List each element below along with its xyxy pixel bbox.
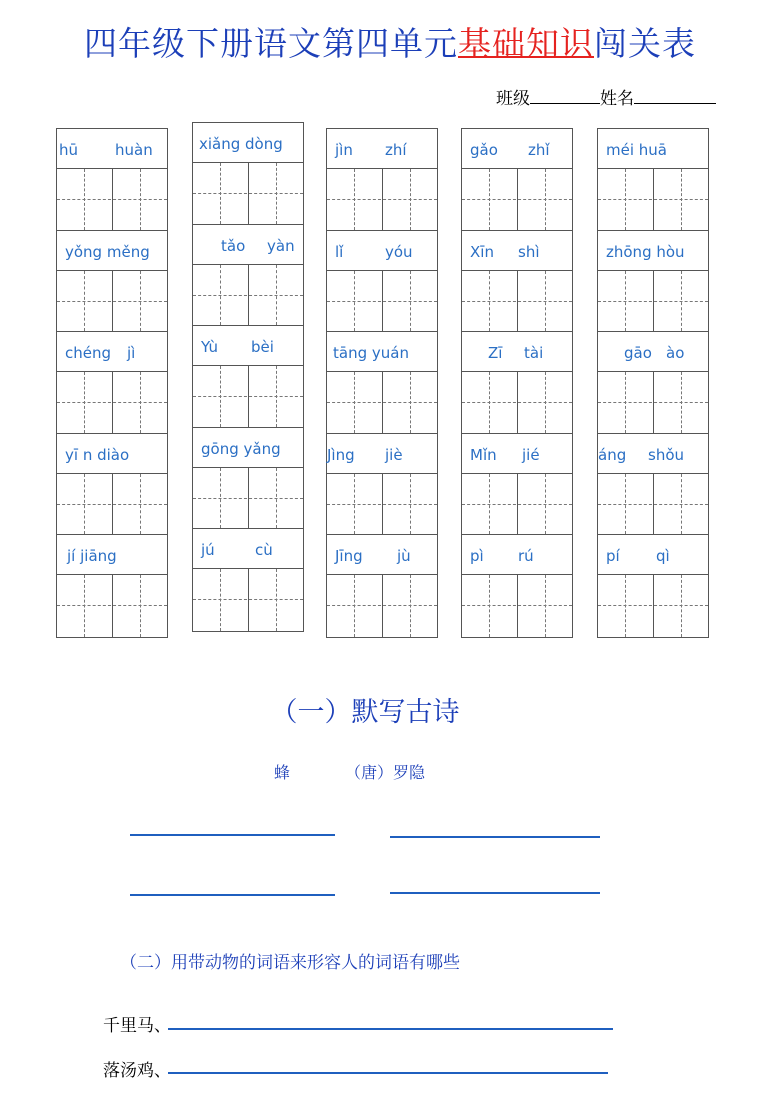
pinyin-text: xiǎng dòng — [199, 135, 283, 153]
pinyin-column-5 — [597, 128, 709, 638]
word-unit — [57, 535, 167, 637]
pinyin-row — [57, 535, 167, 575]
pinyin-row — [57, 332, 167, 372]
writing-grid[interactable] — [462, 372, 572, 434]
title-part2: 闯关表 — [594, 24, 696, 63]
word-unit — [193, 529, 303, 631]
pinyin-row — [462, 332, 572, 372]
writing-grid[interactable] — [462, 575, 572, 637]
pinyin-text: méi huā — [606, 141, 667, 159]
pinyin-text: jí jiāng — [67, 547, 117, 566]
pinyin-row — [598, 434, 708, 474]
word-unit — [193, 123, 303, 225]
pinyin-text: hū — [59, 141, 79, 159]
word-unit — [598, 535, 708, 637]
writing-grid[interactable] — [462, 474, 572, 536]
pinyin-row — [462, 434, 572, 474]
pinyin-text: yóu — [385, 242, 413, 261]
writing-grid[interactable] — [57, 169, 167, 231]
pinyin-text: Mǐn — [470, 445, 497, 464]
writing-grid[interactable] — [193, 366, 303, 428]
pinyin-row — [327, 231, 437, 271]
word-unit — [462, 535, 572, 637]
pinyin-text: jì — [127, 344, 136, 363]
writing-grid[interactable] — [57, 271, 167, 333]
writing-grid[interactable] — [327, 271, 437, 333]
pinyin-text: zhí — [385, 141, 407, 159]
pinyin-text: ào — [666, 344, 685, 363]
writing-grid[interactable] — [327, 575, 437, 637]
pinyin-text: Xīn — [470, 242, 494, 261]
writing-grid[interactable] — [462, 169, 572, 231]
writing-grid[interactable] — [57, 575, 167, 637]
word-unit — [462, 129, 572, 231]
answer-line[interactable] — [168, 1028, 613, 1030]
pinyin-row — [57, 129, 167, 169]
pinyin-row — [193, 326, 303, 366]
pinyin-text: Zī — [488, 344, 503, 363]
pinyin-text: áng — [598, 445, 627, 464]
word-unit — [462, 231, 572, 333]
answer-line[interactable] — [130, 834, 335, 836]
word-unit — [327, 434, 437, 536]
poem-title: 蜂 — [274, 763, 291, 782]
writing-grid[interactable] — [193, 163, 303, 225]
pinyin-text: Yù — [201, 338, 218, 357]
word-unit — [327, 535, 437, 637]
pinyin-row — [193, 225, 303, 265]
name-blank[interactable] — [634, 87, 716, 104]
pinyin-row — [327, 332, 437, 372]
pinyin-row — [327, 535, 437, 575]
idiom-item: 落汤鸡、 — [103, 1061, 171, 1081]
section1-heading: （一）默写古诗 — [270, 697, 460, 728]
word-unit — [462, 434, 572, 536]
section2-heading: （二）用带动物的词语来形容人的词语有哪些 — [120, 953, 460, 973]
pinyin-text: zhǐ — [528, 141, 550, 159]
pinyin-row — [462, 231, 572, 271]
title-highlight: 基础知识 — [458, 24, 594, 63]
pinyin-text: Jìng — [327, 445, 355, 464]
word-unit — [193, 225, 303, 327]
pinyin-text: gǎo — [470, 141, 498, 159]
pinyin-row — [193, 529, 303, 569]
name-label: 姓名 — [600, 89, 634, 109]
writing-grid[interactable] — [57, 474, 167, 536]
pinyin-column-2 — [192, 122, 304, 632]
writing-grid[interactable] — [193, 569, 303, 631]
pinyin-text: gōng yǎng — [201, 439, 281, 458]
pinyin-text: jù — [397, 547, 411, 566]
pinyin-text: jié — [522, 445, 540, 464]
writing-grid[interactable] — [327, 474, 437, 536]
writing-grid[interactable] — [193, 265, 303, 327]
pinyin-column-3 — [326, 128, 438, 638]
pinyin-text: rú — [518, 547, 534, 566]
pinyin-text: yàn — [267, 236, 295, 255]
pinyin-text: huàn — [115, 141, 153, 159]
pinyin-text: jìn — [335, 141, 353, 159]
pinyin-text: lǐ — [335, 242, 344, 261]
pinyin-row — [462, 129, 572, 169]
word-unit — [598, 129, 708, 231]
word-unit — [327, 231, 437, 333]
idiom-item: 千里马、 — [103, 1016, 171, 1036]
class-blank[interactable] — [530, 87, 600, 104]
pinyin-text: bèi — [251, 338, 274, 357]
answer-line[interactable] — [390, 836, 600, 838]
writing-grid[interactable] — [327, 372, 437, 434]
word-unit — [598, 332, 708, 434]
pinyin-row — [598, 332, 708, 372]
pinyin-text: yī n diào — [65, 445, 130, 464]
word-unit — [57, 129, 167, 231]
word-unit — [193, 428, 303, 530]
word-unit — [57, 231, 167, 333]
pinyin-text: zhōng hòu — [606, 242, 685, 261]
answer-line[interactable] — [168, 1072, 608, 1074]
pinyin-row — [193, 123, 303, 163]
answer-line[interactable] — [130, 894, 335, 896]
class-name-line — [496, 84, 716, 109]
writing-grid[interactable] — [598, 575, 708, 637]
pinyin-text: qì — [656, 547, 670, 566]
writing-grid[interactable] — [57, 372, 167, 434]
word-unit — [598, 434, 708, 536]
writing-grid[interactable] — [598, 474, 708, 536]
pinyin-text: tài — [524, 344, 544, 363]
word-unit — [193, 326, 303, 428]
pinyin-text: jú — [201, 541, 215, 560]
pinyin-text: yǒng měng — [65, 242, 150, 261]
pinyin-row — [462, 535, 572, 575]
pinyin-row — [327, 434, 437, 474]
pinyin-text: pì — [470, 547, 484, 566]
pinyin-text: tǎo — [221, 236, 246, 255]
pinyin-text: chéng — [65, 344, 112, 363]
pinyin-column-4 — [461, 128, 573, 638]
pinyin-row — [57, 434, 167, 474]
word-unit — [462, 332, 572, 434]
page-title — [0, 18, 780, 65]
word-unit — [327, 332, 437, 434]
pinyin-row — [598, 231, 708, 271]
pinyin-text: cù — [255, 541, 273, 560]
word-unit — [598, 231, 708, 333]
writing-grid[interactable] — [327, 169, 437, 231]
pinyin-row — [57, 231, 167, 271]
word-unit — [57, 332, 167, 434]
pinyin-text: Jīng — [335, 547, 363, 566]
title-part1: 四年级下册语文第四单元 — [84, 24, 458, 63]
pinyin-text: tāng yuán — [333, 344, 409, 363]
poem-author: （唐）罗隐 — [345, 763, 426, 782]
writing-grid[interactable] — [598, 372, 708, 434]
pinyin-text: shì — [518, 242, 540, 261]
pinyin-text: jiè — [385, 445, 403, 464]
pinyin-text: shǒu — [648, 445, 685, 464]
pinyin-column-1 — [56, 128, 168, 638]
writing-grid[interactable] — [598, 271, 708, 333]
pinyin-text: pí — [606, 547, 620, 566]
pinyin-row — [327, 129, 437, 169]
answer-line[interactable] — [390, 892, 600, 894]
writing-grid[interactable] — [462, 271, 572, 333]
pinyin-row — [193, 428, 303, 468]
writing-grid[interactable] — [598, 169, 708, 231]
word-unit — [57, 434, 167, 536]
pinyin-text: gāo — [624, 344, 652, 363]
pinyin-row — [598, 535, 708, 575]
writing-grid[interactable] — [193, 468, 303, 530]
word-unit — [327, 129, 437, 231]
class-label: 班级 — [496, 89, 530, 109]
pinyin-row — [598, 129, 708, 169]
